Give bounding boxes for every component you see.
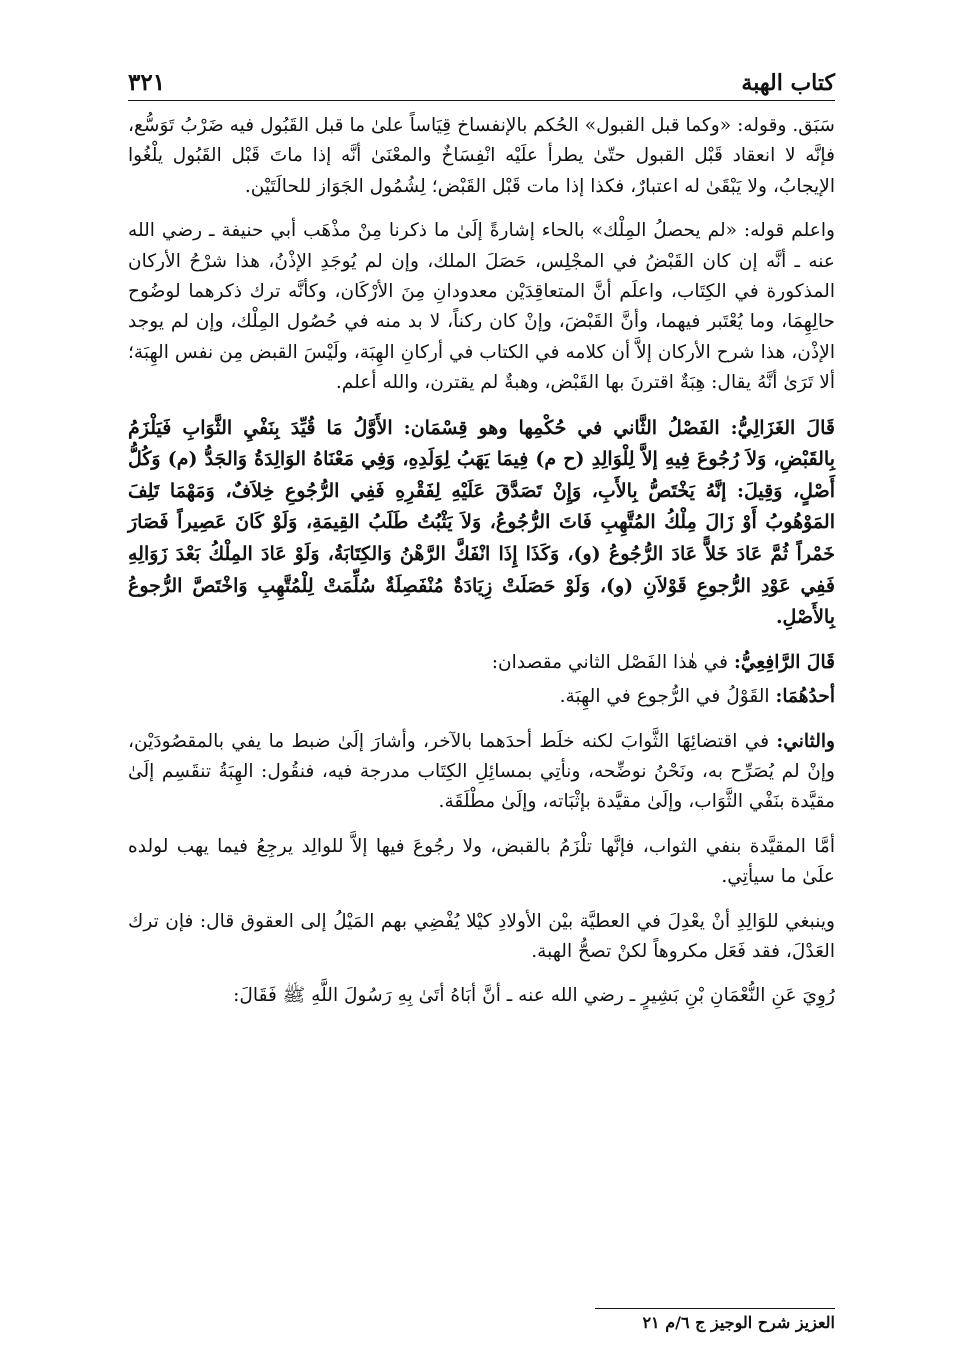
second-lead: والثاني: [776, 730, 835, 752]
page-number: ٣٢١ [128, 69, 166, 96]
rafii-paragraph [128, 648, 835, 678]
first-paragraph [128, 682, 835, 712]
chapter-title: كتاب الهبة [741, 70, 835, 96]
paragraph: أمَّا المقيَّدة بنفي الثواب، فإنَّها تلْزَمُ بالقبض، ولا رجُوعَ فيها إلاَّ للوالِد يرجِعُ فيما يهب لولده علَىٰ ما سيأتِي. [128, 835, 835, 888]
ghazali-text: قَالَ الغَزَالِيُّ: الفَصْلُ الثَّاني في حُكْمِها وهو قِسْمَان: الأَوَّلُ مَا قُيِّدَ بِنَفْيِ الثَّوَابِ فَيَلْزَمُ بِالقَبْضِ، وَلاَ رُجُوعَ فِيهِ إلاَّ لِلْوَالِدِ (ح م) فِيمَا يَهَبُ لِوَلَدِهِ، وَفِي مَعْنَاهُ الوَالِدَةُ وَالجَدُّ (م) وَكُلُّ أَصْلٍ، وَقِيلَ: إنَّهُ يَخْتَصُّ بِالأَبِ، وَإِنْ تَصَدَّقَ عَلَيْهِ لِفَقْرِهِ فَفِي الرُّجُوعِ خِلاَفٌ، وَمَهْمَا تَلِفَ المَوْهُوبُ أَوْ زَالَ مِلْكُ المُتَّهِبِ فَاتَ الرُّجُوعُ، وَلاَ يَثْبُتُ طَلَبُ القِيمَةِ، وَلَوْ كَانَ عَصِيراً فَصَارَ خَمْراً ثُمَّ عَادَ خَلاًّ عَادَ الرُّجُوعُ (و)، وَكَذَا إِذَا انْفَكَّ الرَّهْنُ وَالكِتَابَةُ، وَلَوْ عَادَ المِلْكُ بَعْدَ زَوَالِهِ فَفِي عَوْدِ الرُّجوعِ قَوْلاَنِ (و)، وَلَوْ حَصَلَتْ زِيَادَةٌ مُنْفَصِلَةٌ سُلِّمَتْ لِلْمُتَّهِبِ وَاخْتَصَّ الرُّجوعُ بِالأَصْلِ. [128, 416, 835, 629]
paragraph: وينبغي للوَالِدِ أنْ يعْدِلَ في العطيَّة بيْن الأولادِ كيْلا يُفْضِي بهم المَيْلُ إلى العقوق قال: فإن ترك العَدْلَ، فقد فَعَل مكروهاً لكنْ تصحُّ الهبة. [128, 910, 835, 963]
rafii-text: في هٰذا الفَصْل الثاني مقصدان: [491, 651, 729, 673]
rafii-lead: قَالَ الرَّافِعِيُّ: [733, 651, 835, 673]
paragraph: واعلم قوله: «لم يحصلُ المِلْك» بالحاء إشارةً إلَىٰ ما ذكرنا مِنْ مذْهَب أبي حنيفة ـ رضي الله عنه ـ أنَّه إن كان القَبْضُ في المجْلِس، حَصَلَ الملك، وإن لم يُوجَدِ الإذْنُ، هذا شرْحُ الأركان المذكورة في الكِتَاب، واعلَم أنَّ المتعاقِدَيْن معدودانِ مِنَ الأرْكَان، وكأنَّه ترك ذكرهما لوضُوح حالِهِمَا، وما يُعْتَبر فيهما، وأنَّ القَبْضَ، وإنْ كان ركناً، لا بد منه في حُصُول المِلْك، وإن لم يوجد الإذْن، هذا شرح الأركان إلاَّ أن كلامه في الكتاب في أركانِ الهِبَة، ولَيْسَ القبض مِن نفس الهِبَة؛ ألا تَرَىٰ أنَّهُ يقال: هِبَةٌ اقترنَ بها القَبْض، وهبةٌ لم يقترن، والله أعلم. [128, 220, 835, 394]
footer [128, 1308, 835, 1332]
first-lead: أحدُهُمَا: [775, 686, 835, 708]
first-text: القَوْلُ في الرُّجوع في الهِبَة. [559, 686, 770, 708]
paragraph: رُوِيَ عَنِ النُّعْمَانِ بْنِ بَشِيرٍ ـ رضي الله عنه ـ أنَّ أبَاهُ أتَىٰ بِهِ رَسُولَ اللَّهِ ﷺ فَقَالَ: [233, 985, 835, 1007]
paragraph: سَبَق. وقوله: «وكما قبل القبول» الحُكم بالإنفساخ قِيَاساً علىٰ ما قبل القَبُول فيه ضَرْبُ تَوَسُّع، فإنَّه لا انعقاد قَبْل القبول حتّىٰ يطرأ علَيْه انْفِسَاخٌ والمعْنَىٰ أنَّه إذا ماتَ قَبْل القَبُول يلْغُوا الإيجابُ، ولا يَبْقَىٰ له اعتبارٌ، فكذا إذا مات قَبْل القَبْض؛ لِشُمُول الجَوَاز للحالَتَيْن. [128, 115, 835, 197]
footer-signature: العزيز شرح الوجيز ج ٦/م ٢١ [595, 1308, 835, 1332]
second-text: في اقتضائِهَا الثَّوابَ لكنه خلَط أحدَهما بالآخر، وأشارَ إلَىٰ ضبط ما يفي بالمقصُودَيْن، وإنْ لم يُصَرِّح به، ونَحْنُ نوضِّحه، ونأتِي بمسائِلِ الكِتَاب مدرجة فيه، فنقُول: الهِبَةُ تنقَسِم إلَىٰ مقيَّدة بنَفْي الثَّوَاب، وإلَىٰ مقيَّدة بإثْبَاته، وإلَىٰ مطْلَقَة. [128, 730, 835, 813]
running-header [128, 58, 835, 101]
body-text [128, 111, 835, 1012]
second-paragraph [128, 727, 835, 818]
